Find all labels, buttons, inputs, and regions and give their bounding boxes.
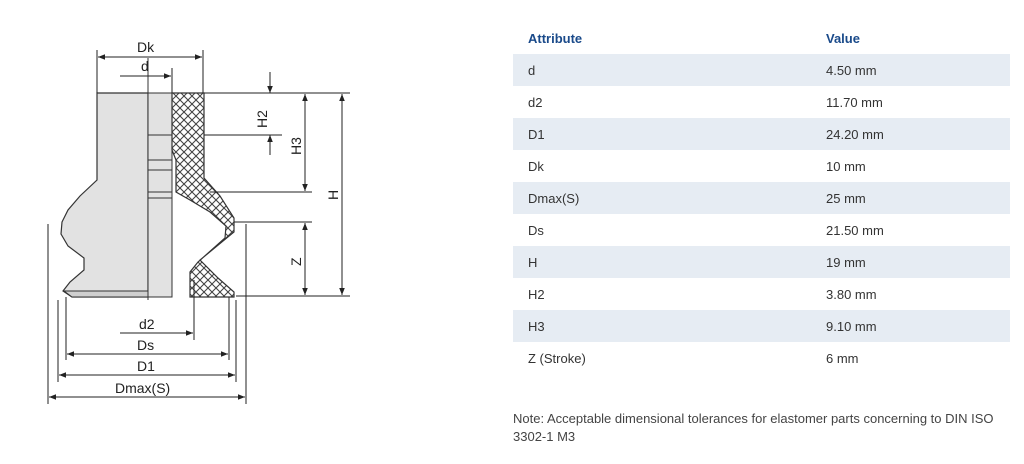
- label-d2: d2: [139, 316, 155, 332]
- label-H: H: [325, 189, 341, 200]
- label-Ds: Ds: [137, 337, 155, 353]
- dim-Dk: [97, 39, 203, 93]
- table-row: [513, 278, 1010, 310]
- table-header-row: [513, 22, 1010, 54]
- table-row: [513, 150, 1010, 182]
- row-attribute: Dk: [528, 158, 544, 174]
- table-row: [513, 182, 1010, 214]
- row-value: 3.80 mm: [826, 286, 877, 302]
- label-Z: Z: [288, 257, 304, 266]
- table-row: [513, 342, 1010, 374]
- dim-H3: [210, 94, 312, 192]
- row-value: 24.20 mm: [826, 118, 1010, 150]
- cup-body-outline: [61, 93, 148, 297]
- row-value: 6 mm: [826, 350, 859, 366]
- table-row: [513, 246, 1010, 278]
- cup-lip: [64, 291, 148, 297]
- specification-table: [513, 22, 1010, 374]
- row-value: 25 mm: [826, 182, 1010, 214]
- row-attribute: H3: [513, 310, 826, 342]
- row-value: 9.10 mm: [826, 310, 1010, 342]
- row-value: 19 mm: [826, 246, 1010, 278]
- table-row: [513, 310, 1010, 342]
- label-H3: H3: [288, 137, 304, 155]
- label-D1: D1: [137, 358, 155, 374]
- row-attribute: Ds: [528, 222, 544, 238]
- row-value: 4.50 mm: [826, 54, 1010, 86]
- tolerance-note: Note: Acceptable dimensional tolerances for elastomer parts concerning to DIN ISO 3302-1 M3: [513, 411, 994, 444]
- row-attribute: D1: [513, 118, 826, 150]
- label-Dk: Dk: [137, 39, 155, 55]
- row-value: 10 mm: [826, 158, 866, 174]
- label-d: d: [141, 58, 149, 74]
- row-value: 11.70 mm: [826, 94, 883, 110]
- header-attribute: Attribute: [528, 30, 583, 46]
- label-Dmax: Dmax(S): [115, 380, 171, 396]
- row-attribute: Z (Stroke): [528, 350, 586, 366]
- cup-wall-section: [172, 93, 234, 297]
- label-H2: H2: [254, 110, 270, 128]
- row-value: 21.50 mm: [826, 222, 884, 238]
- row-attribute: H: [513, 246, 826, 278]
- table-row: [513, 118, 1010, 150]
- table-row: [513, 214, 1010, 246]
- header-value: Value: [826, 30, 860, 46]
- table-row: [513, 54, 1010, 86]
- dim-d: [120, 58, 172, 93]
- row-attribute: d: [513, 54, 826, 86]
- cup-body-right-half: [148, 93, 172, 297]
- row-attribute: Dmax(S): [513, 182, 826, 214]
- row-attribute: d2: [528, 94, 543, 110]
- table-row: [513, 86, 1010, 118]
- row-attribute: H2: [528, 286, 545, 302]
- suction-cup-dimension-drawing: [0, 0, 440, 464]
